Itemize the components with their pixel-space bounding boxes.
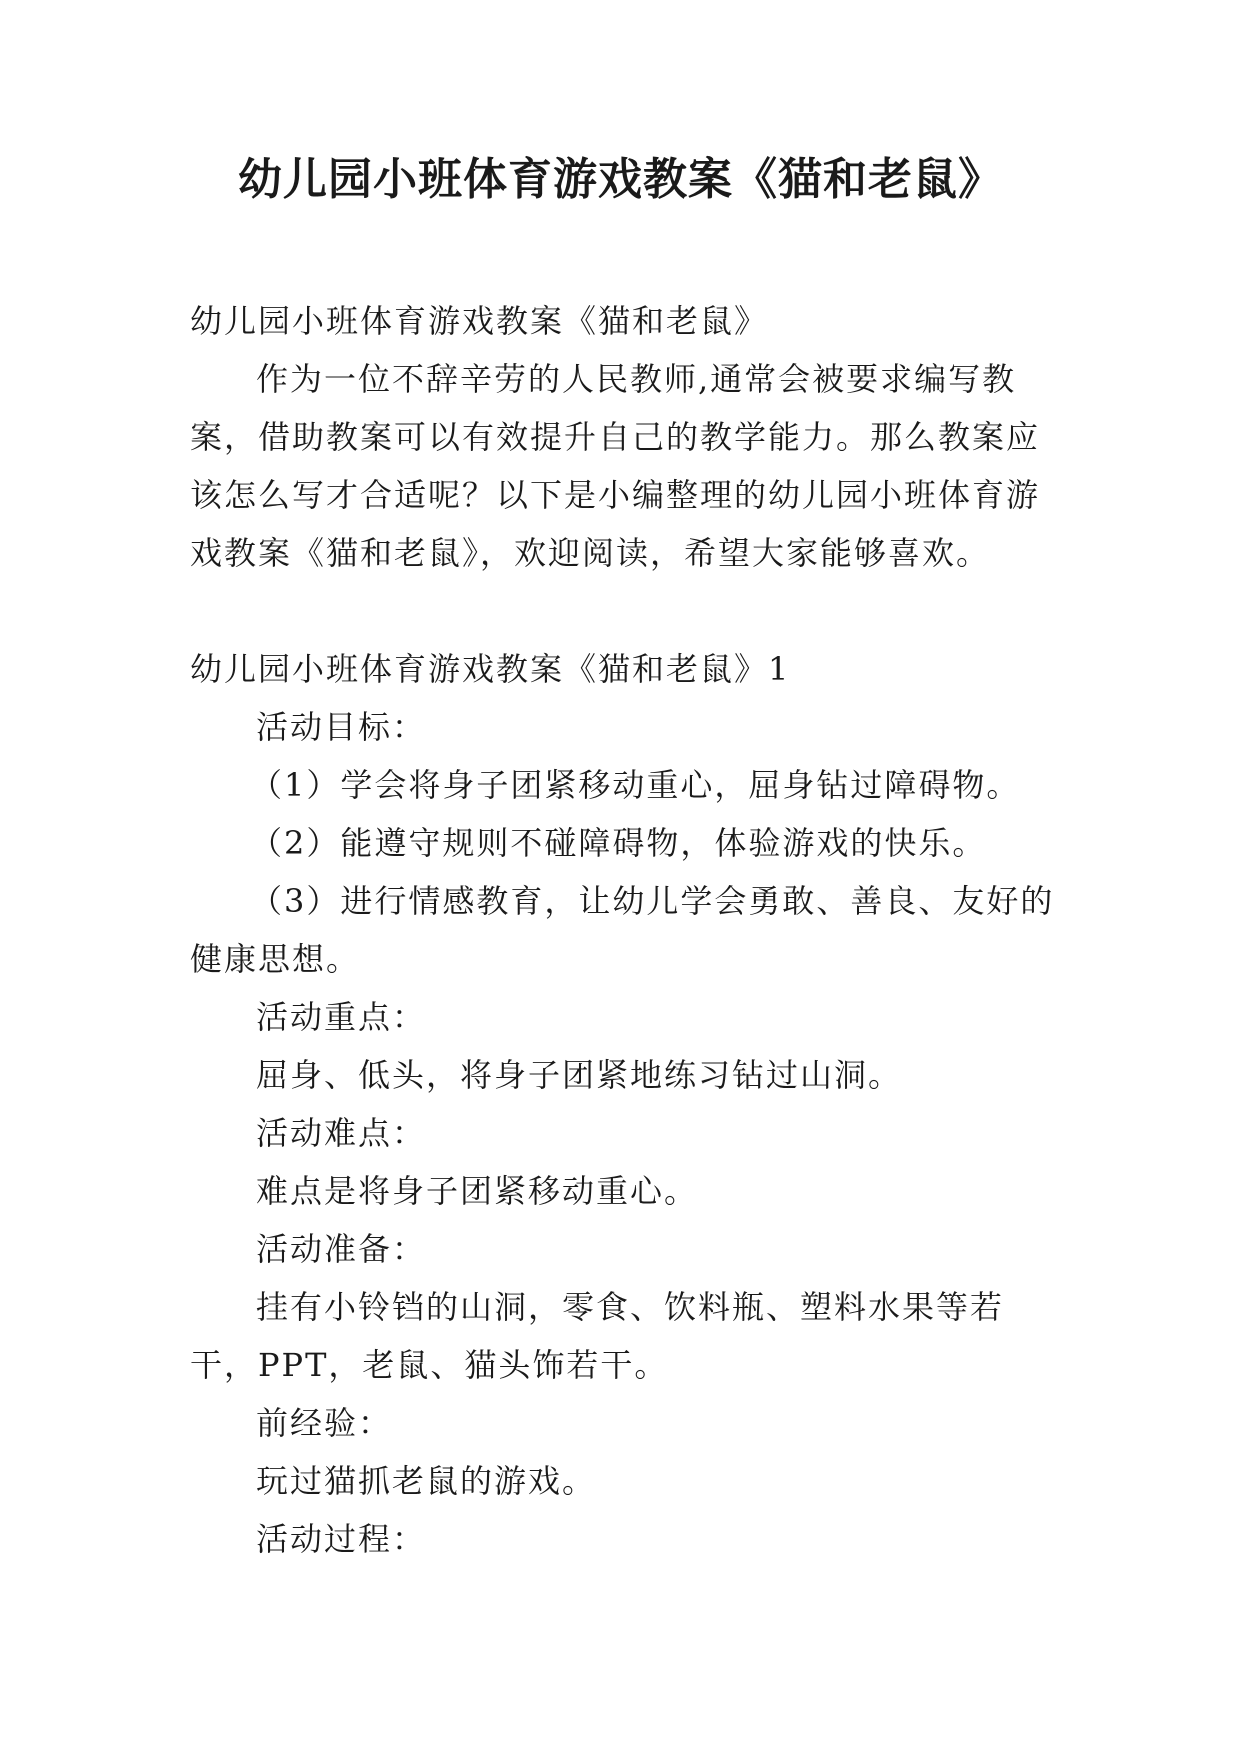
experience-text: 玩过猫抓老鼠的游戏。 [256, 1462, 597, 1500]
experience-label: 前经验： [256, 1404, 393, 1442]
difficulty-text: 难点是将身子团紧移动重心。 [256, 1172, 699, 1210]
goal-item-2: （2）能遵守规则不碰障碍物，体验游戏的快乐。 [250, 824, 987, 862]
goal-item-1: （1）学会将身子团紧移动重心，屈身钻过障碍物。 [250, 766, 1021, 804]
document-title: 幼儿园小班体育游戏教案《猫和老鼠》 [238, 154, 1003, 205]
key-point-label: 活动重点： [256, 998, 427, 1036]
key-point-text: 屈身、低头，将身子团紧地练习钻过山洞。 [256, 1056, 903, 1094]
goals-label: 活动目标： [256, 708, 427, 746]
paragraph-gap [190, 582, 1060, 640]
intro-heading: 幼儿园小班体育游戏教案《猫和老鼠》 [190, 302, 769, 340]
goal-item-3: （3）进行情感教育，让幼儿学会勇敢、善良、友好的健康思想。 [190, 882, 1055, 978]
preparation-text: 挂有小铃铛的山洞，零食、饮料瓶、塑料水果等若干，PPT，老鼠、猫头饰若干。 [190, 1288, 1005, 1384]
preparation-label: 活动准备： [256, 1230, 427, 1268]
document-body [190, 292, 1060, 1568]
intro-paragraph: 作为一位不辞辛劳的人民教师,通常会被要求编写教案，借助教案可以有效提升自己的教学能力。那么教案应该怎么写才合适呢？以下是小编整理的幼儿园小班体育游戏教案《猫和老鼠》，欢迎阅读，希望大家能够喜欢。 [190, 360, 1041, 572]
process-label: 活动过程： [256, 1520, 427, 1558]
section-heading: 幼儿园小班体育游戏教案《猫和老鼠》1 [190, 650, 791, 688]
difficulty-label: 活动难点： [256, 1114, 427, 1152]
